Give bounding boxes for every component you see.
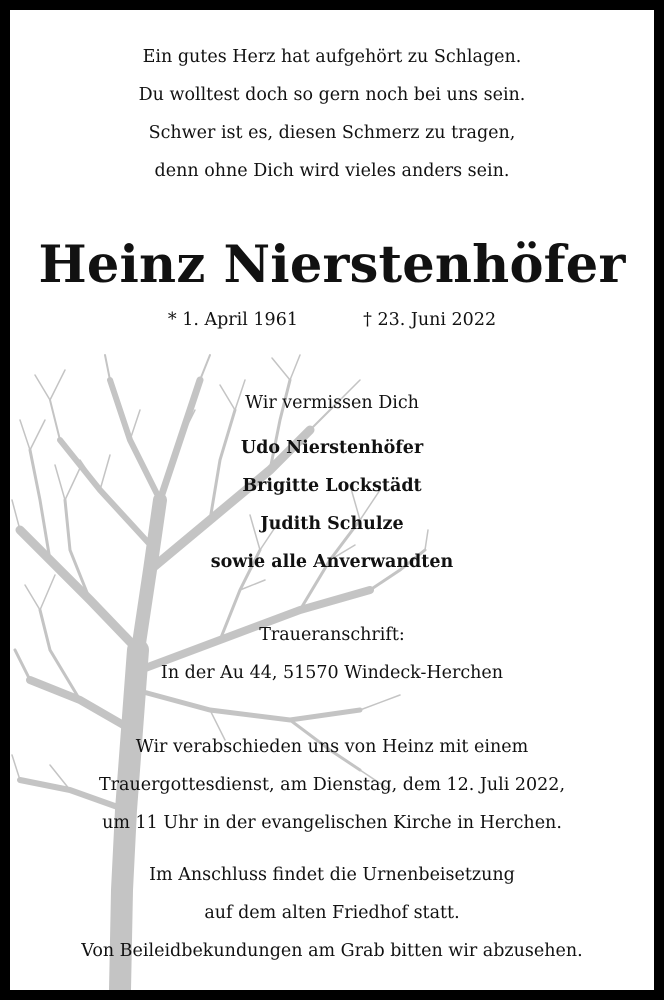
- deceased-name: Heinz Nierstenhöfer: [38, 235, 626, 295]
- death-date: † 23. Juni 2022: [363, 310, 497, 330]
- poem-line-1: Ein gutes Herz hat aufgehört zu Schlagen.: [142, 47, 522, 67]
- poem-line-3: Schwer ist es, diesen Schmerz zu tragen,: [148, 123, 516, 143]
- poem-line-4: denn ohne Dich wird vieles anders sein.: [154, 161, 510, 181]
- burial-line-1: Im Anschluss findet die Urnenbeisetzung: [149, 865, 515, 885]
- address: In der Au 44, 51570 Windeck-Herchen: [160, 663, 504, 683]
- mourner-3: Judith Schulze: [260, 514, 404, 534]
- service-line-2: Trauergottesdienst, am Dienstag, dem 12. Juli 2022,: [98, 775, 566, 795]
- address-label: Traueranschrift:: [259, 625, 405, 645]
- mourner-2: Brigitte Lockstädt: [242, 476, 422, 496]
- poem-line-2: Du wolltest doch so gern noch bei uns sein.: [138, 85, 526, 105]
- mourner-1: Udo Nierstenhöfer: [240, 438, 424, 458]
- missing-text: Wir vermissen Dich: [245, 393, 419, 413]
- burial-line-2: auf dem alten Friedhof statt.: [204, 903, 460, 923]
- burial-line-3: Von Beileidbekundungen am Grab bitten wir abzusehen.: [81, 941, 583, 961]
- service-line-1: Wir verabschieden uns von Heinz mit einem: [135, 737, 529, 757]
- service-line-3: um 11 Uhr in der evangelischen Kirche in Herchen.: [102, 813, 562, 833]
- life-dates: [10, 310, 654, 330]
- mourner-4: sowie alle Anverwandten: [210, 552, 454, 572]
- birth-date: * 1. April 1961: [167, 310, 298, 330]
